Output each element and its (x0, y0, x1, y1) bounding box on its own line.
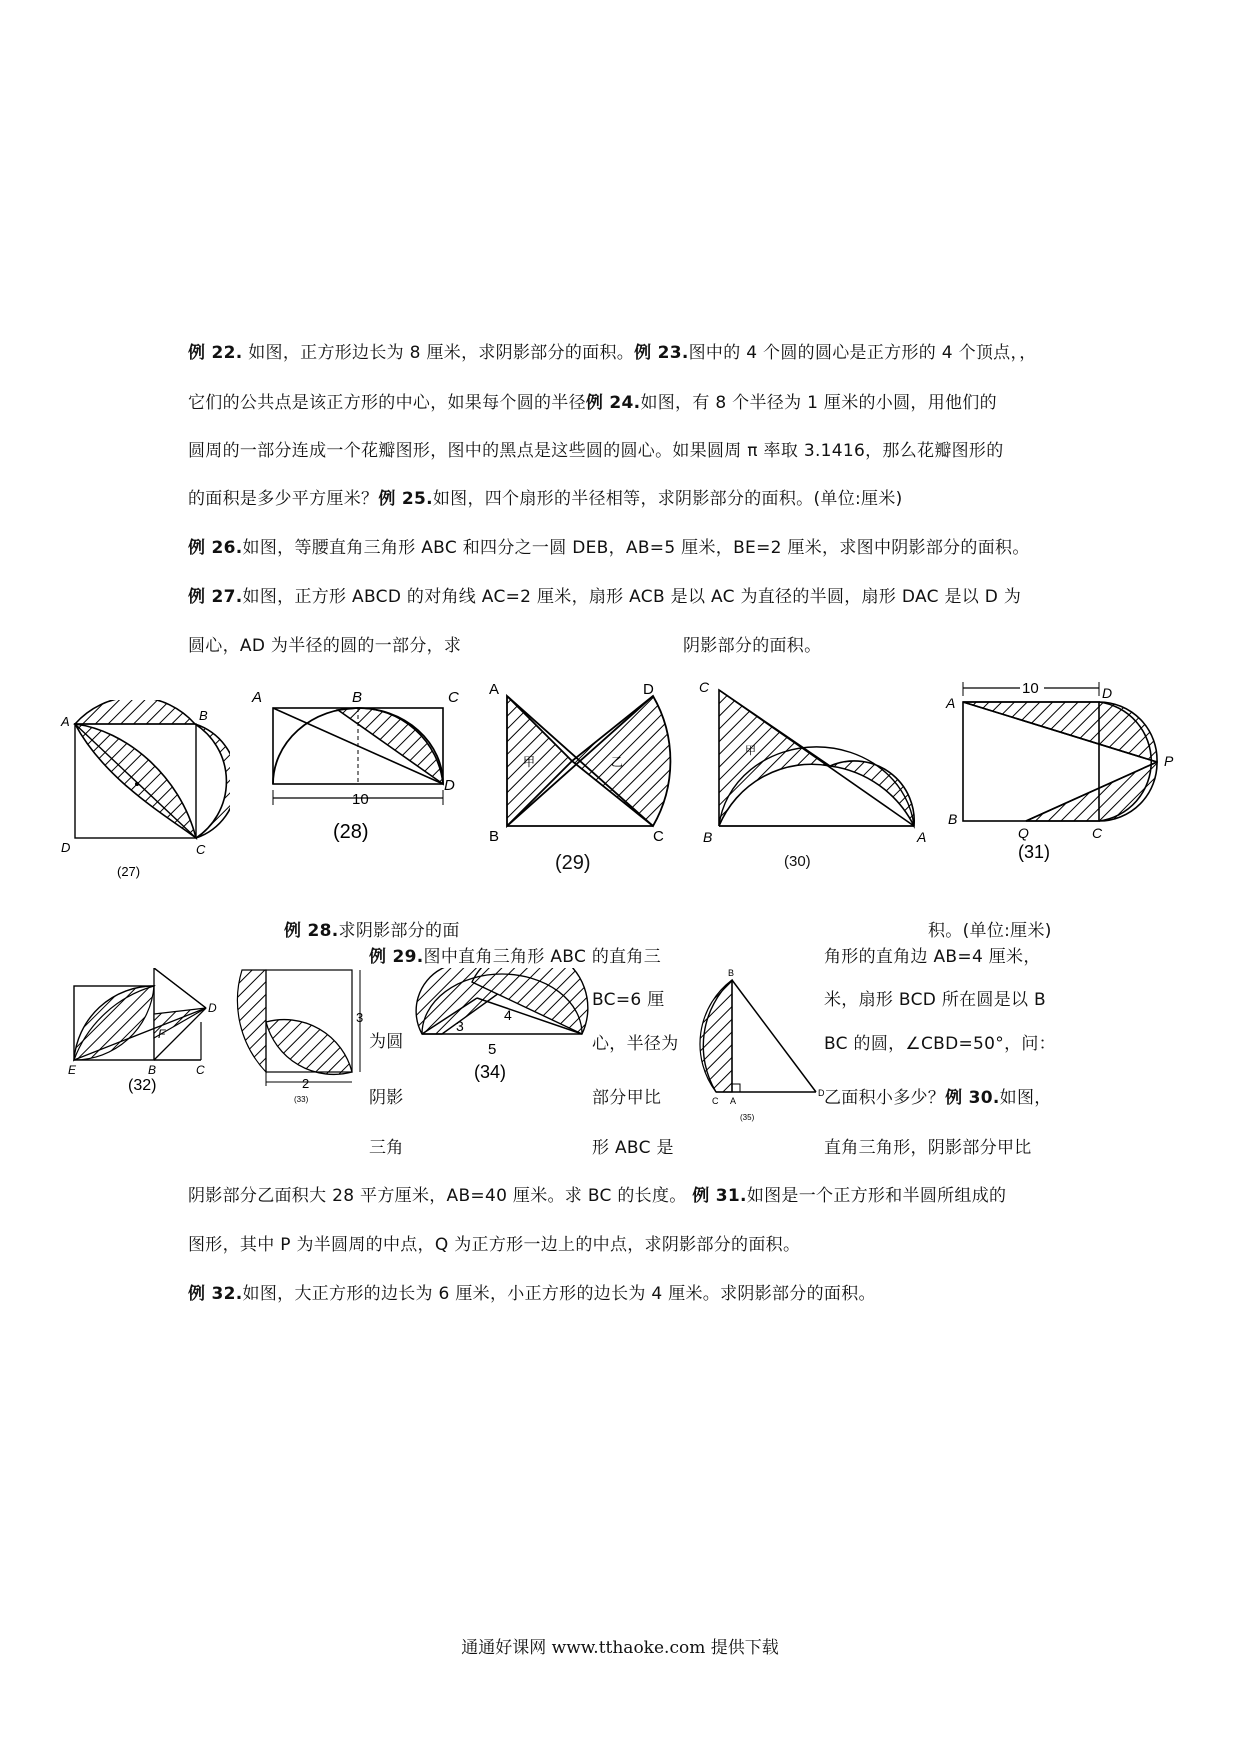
text-col-mid2-3: 部分甲比 (592, 1088, 662, 1108)
label-b: B (948, 811, 958, 827)
text-line-7 (188, 631, 461, 656)
label-d: D (444, 777, 455, 794)
example-text: 乙面积小多少？ (824, 1088, 946, 1108)
text-line-5 (188, 533, 1030, 558)
example-text: 图中直角三角形 ABC 的直角三 (423, 947, 662, 967)
label-c: C (448, 689, 459, 706)
label-a: A (917, 829, 927, 845)
example-text: 如图，四个扇形的半径相等，求阴影部分的面积。(单位:厘米) (432, 489, 903, 509)
text-line-7b (683, 631, 821, 656)
example-label: 例 32. (188, 1284, 243, 1304)
text-line-1 (188, 338, 1037, 363)
figure-caption: (27) (117, 864, 141, 879)
length-label: 10 (352, 791, 369, 808)
label-d: D (1102, 685, 1113, 701)
example-text: 如图，有 8 个半径为 1 厘米的小圆，用他们的 (640, 393, 997, 413)
text-col-mid2-2: 心，半径为 (592, 1034, 679, 1054)
example-text: 的面积是多少平方厘米？ (188, 489, 379, 509)
label-a: A (730, 1096, 737, 1106)
label-b: B (703, 829, 713, 845)
label-q: Q (1018, 825, 1029, 841)
text-ex28-tail (928, 916, 1052, 941)
text-ex29 (369, 942, 661, 967)
label-d: D (208, 1001, 217, 1015)
text-line-4 (188, 484, 903, 509)
height-label: 3 (356, 1010, 364, 1025)
example-text: 如图，等腰直角三角形 ABC 和四分之一圆 DEB，AB=5 厘米，BE=2 厘米，求图中阴影部分的面积。 (242, 538, 1030, 558)
text-col-mid2-4: 形 ABC 是 (592, 1138, 674, 1158)
text-col-right-3 (824, 1083, 1052, 1108)
example-text: 如图，大正方形的边长为 6 厘米，小正方形的边长为 4 厘米。求阴影部分的面积。 (242, 1284, 876, 1304)
label-b: B (489, 828, 500, 845)
example-text: 如图是一个正方形和半圆所组成的 (746, 1186, 1007, 1206)
length-label: 10 (1022, 680, 1039, 697)
label-d: D (818, 1088, 825, 1098)
example-text: 如图，正方形边长为 8 厘米，求阴影部分的面积。 (242, 343, 635, 363)
label-c: C (712, 1096, 719, 1106)
label-c: C (1092, 825, 1103, 841)
figure-caption: (31) (1018, 842, 1051, 862)
label-a: A (946, 695, 956, 711)
text-col-right-2: BC 的圆，∠CBD=50°，问： (824, 1034, 1056, 1054)
example-label: 例 25. (378, 489, 433, 509)
figure-caption: (28) (333, 821, 369, 843)
label-b: B (148, 1063, 157, 1077)
figure-31 (938, 676, 1188, 866)
example-text: 阴影部分的面积。 (683, 636, 822, 656)
region-jia: 甲 (523, 755, 536, 769)
example-label: 例 27. (188, 587, 243, 607)
example-text: 阴影部分乙面积大 28 平方厘米，AB=40 厘米。求 BC 的长度。 (188, 1186, 687, 1206)
region-jia: 甲 (745, 745, 756, 757)
label-a: A (61, 714, 70, 729)
text-line-after-2: 图形，其中 P 为半圆周的中点，Q 为正方形一边上的中点，求阴影部分的面积。 (188, 1235, 801, 1255)
side-label-3: 3 (456, 1018, 464, 1034)
example-text: 圆周的一部分连成一个花瓣图形，图中的黑点是这些圆的圆心。如果圆周 π 率取 3.1416，那么花瓣图形的 (188, 441, 1004, 461)
text-line-after-1 (188, 1181, 1006, 1206)
text-line-2 (188, 388, 997, 413)
figure-28 (248, 680, 473, 855)
example-label: 例 22. (188, 343, 243, 363)
example-text: 求阴影部分的面 (338, 921, 460, 941)
label-e: E (68, 1063, 77, 1077)
text-col-mid-2: 阴影 (369, 1088, 404, 1108)
label-b: B (728, 968, 735, 978)
label-a: A (252, 689, 263, 706)
label-d: D (61, 840, 71, 855)
example-text: 如图，正方形 ABCD 的对角线 AC=2 厘米，扇形 ACB 是以 AC 为直径的半圆，扇形 DAC 是以 D 为 (242, 587, 1022, 607)
figure-35 (676, 960, 836, 1125)
label-b: B (352, 689, 363, 706)
figure-29 (483, 676, 698, 846)
example-text: 角形的直角边 AB=4 厘米， (824, 947, 1041, 967)
text-line-ex32 (188, 1279, 876, 1304)
figure-30 (695, 676, 935, 851)
example-text: 积。(单位:厘米) (928, 921, 1052, 941)
example-label: 例 26. (188, 538, 243, 558)
label-c: C (196, 842, 206, 857)
example-label: 例 23. (634, 343, 689, 363)
text-ex29-right (824, 942, 1041, 967)
figure-34 (412, 968, 592, 1108)
example-label: 例 29. (369, 947, 424, 967)
figure-33 (236, 960, 366, 1120)
text-col-right-4: 直角三角形，阴影部分甲比 (824, 1138, 1032, 1158)
figure-caption: (35) (740, 1113, 755, 1122)
figure-caption: (34) (474, 1062, 507, 1082)
text-col-mid2-1: BC=6 厘 (592, 990, 665, 1010)
label-c: C (653, 828, 664, 845)
example-text: 如图， (999, 1088, 1052, 1108)
text-line-6 (188, 582, 1021, 607)
label-d: D (643, 681, 654, 698)
width-label: 2 (302, 1076, 310, 1091)
figure-30-caption: (30) (784, 853, 811, 870)
side-label-5: 5 (488, 1041, 497, 1058)
label-c: C (699, 679, 710, 695)
figure-32 (66, 968, 226, 1098)
figure-27 (55, 700, 230, 880)
label-c: C (196, 1063, 205, 1077)
text-col-mid-3: 三角 (369, 1138, 404, 1158)
side-label-4: 4 (504, 1007, 512, 1023)
text-col-right-1: 米，扇形 BCD 所在圆是以 B (824, 990, 1046, 1010)
text-line-3 (188, 436, 1004, 461)
label-f: F (158, 1027, 166, 1041)
figure-29-caption: (29) (555, 852, 591, 874)
label-a (153, 968, 162, 969)
text-col-mid-1: 为圆 (369, 1032, 404, 1052)
figure-caption: (33) (294, 1095, 309, 1104)
example-text: 圆心，AD 为半径的圆的一部分，求 (188, 636, 462, 656)
page-footer: 通通好课网 www.tthaoke.com 提供下载 (461, 1638, 779, 1658)
text-ex28 (284, 916, 460, 941)
example-label: 例 28. (284, 921, 339, 941)
example-label: 例 24. (585, 393, 641, 413)
label-b: B (199, 708, 208, 723)
figure-caption: (32) (128, 1077, 157, 1094)
example-text: 图中的 4 个圆的圆心是正方形的 4 个顶点，， (688, 343, 1037, 363)
example-label: 例 30. (945, 1088, 1000, 1108)
region-yi: 乙 (611, 755, 624, 769)
example-label: 例 31. (692, 1186, 747, 1206)
label-p: P (1164, 753, 1174, 769)
example-text: 它们的公共点是该正方形的中心，如果每个圆的半径 (188, 393, 586, 413)
label-a: A (489, 681, 500, 698)
